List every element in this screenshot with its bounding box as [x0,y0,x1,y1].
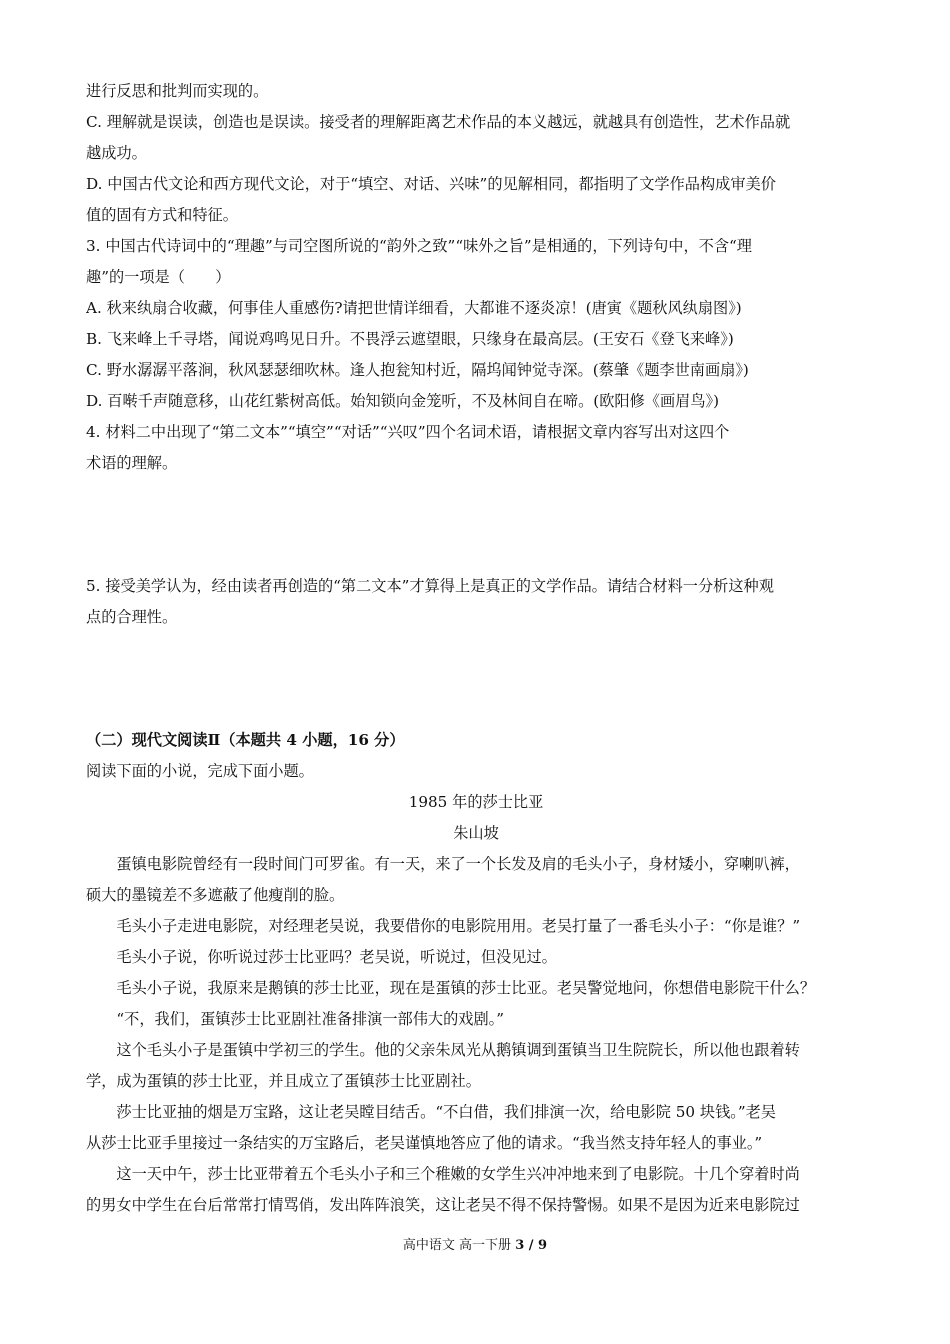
story-paragraph-line: 毛头小子说，你听说过莎士比亚吗？老吴说，听说过，但没见过。 [116,948,557,966]
story-paragraph-line: 蛋镇电影院曾经有一段时间门可罗雀。有一天，来了一个长发及肩的毛头小子，身材矮小，穿喇叭裤， [116,855,800,873]
story-paragraph-line: 从莎士比亚手里接过一条结实的万宝路后，老吴谨慎地答应了他的请求。“我当然支持年轻人的事业。” [86,1134,763,1152]
footer-subject: 高中语文 高一下册 [402,1238,512,1253]
story-paragraph-line: 这一天中午，莎士比亚带着五个毛头小子和三个稚嫩的女学生兴冲冲地来到了电影院。十几个穿着时尚 [116,1165,800,1183]
question-5-line2: 点的合理性。 [86,608,178,626]
question-3-option-c: C. 野水潺潺平落涧，秋风瑟瑟细吹林。逢人抱瓮知村近，隔坞闻钟觉寺深。(蔡肇《题李世南画扇》) [86,361,749,379]
story-paragraph-line: “不，我们，蛋镇莎士比亚剧社准备排演一部伟大的戏剧。” [116,1010,505,1028]
option-d-line1: D. 中国古代文论和西方现代文论，对于“填空、对话、兴味”的见解相同，都指明了文学作品构成审美价 [86,175,776,193]
question-3-option-d: D. 百啭千声随意移，山花红紫树高低。始知锁向金笼听，不及林间自在啼。(欧阳修《画眉鸟》) [86,392,720,410]
story-author: 朱山坡 [453,824,499,842]
option-b-tail: 进行反思和批判而实现的。 [86,82,269,100]
footer-page-current: 3 [515,1238,525,1253]
question-3-option-b: B. 飞来峰上千寻塔，闻说鸡鸣见日升。不畏浮云遮望眼，只缘身在最高层。(王安石《登飞来峰》) [86,330,734,348]
story-paragraph-line: 的男女中学生在台后常常打情骂俏，发出阵阵浪笑，这让老吴不得不保持警惕。如果不是因为近来电影院过 [86,1196,800,1214]
option-c-line1: C. 理解就是误读，创造也是误读。接受者的理解距离艺术作品的本义越远，就越具有创造性，艺术作品就 [86,113,791,131]
story-paragraph-line: 这个毛头小子是蛋镇中学初三的学生。他的父亲朱凤光从鹅镇调到蛋镇当卫生院院长，所以他也跟着转 [116,1041,800,1059]
story-title: 1985 年的莎士比亚 [408,793,544,811]
question-3-option-a: A. 秋来纨扇合收藏，何事佳人重感伤?请把世情详细看，大都谁不逐炎凉！(唐寅《题秋风纨扇图》) [86,299,742,317]
footer-page-total: 9 [538,1238,548,1253]
section-heading: （二）现代文阅读Ⅱ（本题共 4 小题，16 分） [86,731,405,749]
page-footer [0,1236,950,1256]
question-4-line2: 术语的理解。 [86,454,178,472]
question-3-stem-line2: 趣”的一项是（ ） [86,268,231,286]
story-paragraph-line: 学，成为蛋镇的莎士比亚，并且成立了蛋镇莎士比亚剧社。 [86,1072,481,1090]
story-paragraph-line: 硕大的墨镜差不多遮蔽了他瘦削的脸。 [86,886,345,904]
section-instruction: 阅读下面的小说，完成下面小题。 [86,762,314,780]
option-c-line2: 越成功。 [86,144,147,162]
question-3-stem-line1: 3. 中国古代诗词中的“理趣”与司空图所说的“韵外之致”“味外之旨”是相通的，下列诗句中，不含“理 [86,237,752,255]
document-page [86,76,866,1221]
option-d-line2: 值的固有方式和特征。 [86,206,238,224]
question-5-line1: 5. 接受美学认为，经由读者再创造的“第二文本”才算得上是真正的文学作品。请结合材料一分析这种观 [86,577,774,595]
answer-space-q4 [86,479,866,571]
answer-space-q5 [86,633,866,725]
story-paragraph-line: 毛头小子说，我原来是鹅镇的莎士比亚，现在是蛋镇的莎士比亚。老吴警觉地问，你想借电影院干什么？ [116,979,816,997]
story-paragraph-line: 莎士比亚抽的烟是万宝路，这让老吴瞠目结舌。“不白借，我们排演一次，给电影院 50 块钱。”老吴 [116,1103,776,1121]
question-4-line1: 4. 材料二中出现了“第二文本”“填空”“对话”“兴叹”四个名词术语，请根据文章内容写出对这四个 [86,423,730,441]
footer-page-separator: / [524,1238,539,1253]
story-paragraph-line: 毛头小子走进电影院，对经理老吴说，我要借你的电影院用用。老吴打量了一番毛头小子：“你是谁？” [116,917,801,935]
